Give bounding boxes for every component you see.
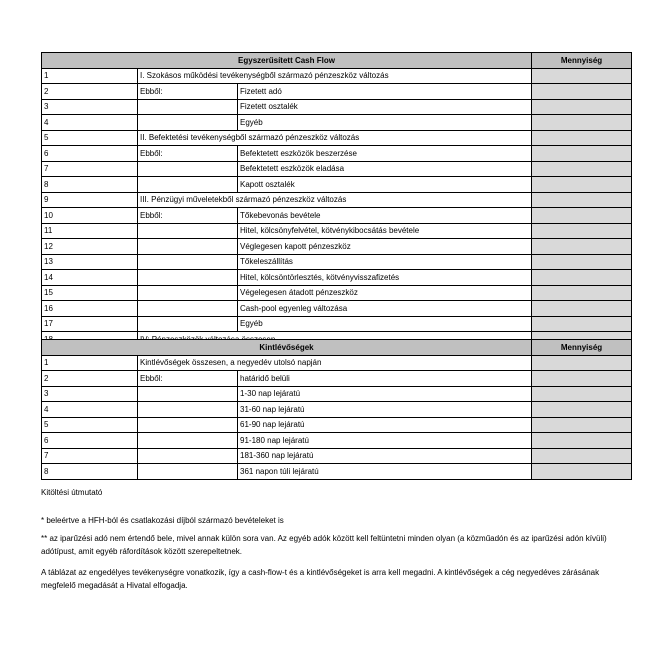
cashflow-row	[42, 223, 632, 239]
quantity-cell[interactable]	[532, 239, 632, 255]
quantity-cell[interactable]	[532, 161, 632, 177]
row-label: II. Befektetési tevékenységből származó pénzeszköz változás	[138, 130, 532, 146]
row-number: 8	[42, 177, 138, 193]
row-group-label	[138, 99, 238, 115]
quantity-cell[interactable]	[532, 417, 632, 433]
row-group-label	[138, 115, 238, 131]
row-number: 3	[42, 386, 138, 402]
cashflow-title: Egyszerűsített Cash Flow	[42, 53, 532, 69]
row-number: 15	[42, 285, 138, 301]
quantity-cell[interactable]	[532, 270, 632, 286]
cashflow-row	[42, 115, 632, 131]
row-group-label	[138, 417, 238, 433]
row-group-label	[138, 448, 238, 464]
row-item-label: 361 napon túli lejáratú	[238, 464, 532, 480]
row-number: 2	[42, 371, 138, 387]
receivables-row	[42, 386, 632, 402]
row-group-label	[138, 177, 238, 193]
row-number: 11	[42, 223, 138, 239]
cashflow-header-row	[42, 53, 632, 69]
row-group-label: Ebből:	[138, 208, 238, 224]
cashflow-row	[42, 161, 632, 177]
row-group-label: Ebből:	[138, 146, 238, 162]
row-item-label: Cash-pool egyenleg változása	[238, 301, 532, 317]
row-group-label	[138, 223, 238, 239]
row-item-label: Tőkeleszállítás	[238, 254, 532, 270]
quantity-cell[interactable]	[532, 285, 632, 301]
quantity-cell[interactable]	[532, 371, 632, 387]
row-group-label	[138, 270, 238, 286]
row-item-label: Tőkebevonás bevétele	[238, 208, 532, 224]
row-item-label: Egyéb	[238, 115, 532, 131]
quantity-cell[interactable]	[532, 402, 632, 418]
quantity-cell[interactable]	[532, 464, 632, 480]
row-number: 5	[42, 130, 138, 146]
row-label: Kintlévőségek összesen, a negyedév utolsó napján	[138, 355, 532, 371]
row-label: I. Szokásos működési tevékenységből származó pénzeszköz változás	[138, 68, 532, 84]
row-item-label: 31-60 nap lejáratú	[238, 402, 532, 418]
row-item-label: Fizetett adó	[238, 84, 532, 100]
row-group-label	[138, 433, 238, 449]
receivables-row	[42, 417, 632, 433]
receivables-row	[42, 355, 632, 371]
row-item-label: határidő belüli	[238, 371, 532, 387]
row-number: 3	[42, 99, 138, 115]
row-group-label	[138, 316, 238, 332]
row-group-label	[138, 386, 238, 402]
row-number: 5	[42, 417, 138, 433]
cashflow-body	[42, 68, 632, 347]
quantity-cell[interactable]	[532, 208, 632, 224]
quantity-cell[interactable]	[532, 448, 632, 464]
cashflow-row	[42, 68, 632, 84]
row-number: 1	[42, 68, 138, 84]
row-number: 17	[42, 316, 138, 332]
quantity-cell[interactable]	[532, 146, 632, 162]
row-group-label	[138, 161, 238, 177]
quantity-cell[interactable]	[532, 223, 632, 239]
row-item-label: Hitel, kölcsöntörlesztés, kötvényvisszafizetés	[238, 270, 532, 286]
row-group-label: Ebből:	[138, 84, 238, 100]
note-3: A táblázat az engedélyes tevékenységre vonatkozik, így a cash-flow-t és a kintlévőségeket is arra kell megadni. A kintlévőségek a cég negyedéves zárásának megfelelő megadását a Hivatal elfogadja.	[41, 568, 600, 590]
row-number: 13	[42, 254, 138, 270]
row-item-label: Egyéb	[238, 316, 532, 332]
row-item-label: Fizetett osztalék	[238, 99, 532, 115]
row-number: 1	[42, 355, 138, 371]
row-item-label: 1-30 nap lejáratú	[238, 386, 532, 402]
row-number: 9	[42, 192, 138, 208]
receivables-row	[42, 371, 632, 387]
row-item-label: 61-90 nap lejáratú	[238, 417, 532, 433]
row-group-label	[138, 402, 238, 418]
notes-title: Kitöltési útmutató	[41, 488, 103, 497]
quantity-cell[interactable]	[532, 99, 632, 115]
quantity-cell[interactable]	[532, 84, 632, 100]
row-number: 6	[42, 146, 138, 162]
receivables-row	[42, 402, 632, 418]
cashflow-table	[41, 52, 632, 348]
row-item-label: Végelegesen átadott pénzeszköz	[238, 285, 532, 301]
cashflow-row	[42, 285, 632, 301]
cashflow-row	[42, 301, 632, 317]
row-number: 7	[42, 448, 138, 464]
row-item-label: Hitel, kölcsönyfelvétel, kötvénykibocsátás bevétele	[238, 223, 532, 239]
cashflow-row	[42, 177, 632, 193]
quantity-cell[interactable]	[532, 386, 632, 402]
quantity-cell[interactable]	[532, 130, 632, 146]
receivables-row	[42, 464, 632, 480]
note-1: * beleértve a HFH-ból és csatlakozási díjból származó bevételeket is	[41, 516, 284, 525]
cashflow-row	[42, 208, 632, 224]
receivables-title: Kintlévőségek	[42, 340, 532, 356]
row-group-label	[138, 464, 238, 480]
row-item-label: Befektetett eszközök beszerzése	[238, 146, 532, 162]
cashflow-row	[42, 84, 632, 100]
row-number: 2	[42, 84, 138, 100]
row-item-label: 181-360 nap lejáratú	[238, 448, 532, 464]
receivables-row	[42, 448, 632, 464]
receivables-header-row	[42, 340, 632, 356]
receivables-qty-header: Mennyiség	[532, 340, 632, 356]
row-number: 6	[42, 433, 138, 449]
cashflow-row	[42, 146, 632, 162]
row-number: 14	[42, 270, 138, 286]
cashflow-row	[42, 254, 632, 270]
row-number: 10	[42, 208, 138, 224]
quantity-cell[interactable]	[532, 192, 632, 208]
row-group-label	[138, 285, 238, 301]
quantity-cell[interactable]	[532, 433, 632, 449]
row-group-label	[138, 301, 238, 317]
receivables-row	[42, 433, 632, 449]
cashflow-row	[42, 316, 632, 332]
row-item-label: Befektetett eszközök eladása	[238, 161, 532, 177]
cashflow-qty-header: Mennyiség	[532, 53, 632, 69]
note-2: ** az iparűzési adó nem értendő bele, mivel annak külön sora van. Az egyéb adók között kell feltüntetni minden olyan (a közműadón és az iparűzési adón kívüli) adótípust, amit egyéb ráfordítások között szerepeltetnek.	[41, 534, 607, 556]
row-number: 16	[42, 301, 138, 317]
cashflow-row	[42, 99, 632, 115]
quantity-cell[interactable]	[532, 115, 632, 131]
row-number: 7	[42, 161, 138, 177]
cashflow-row	[42, 270, 632, 286]
row-number: 4	[42, 115, 138, 131]
quantity-cell[interactable]	[532, 254, 632, 270]
row-item-label: Kapott osztalék	[238, 177, 532, 193]
quantity-cell[interactable]	[532, 316, 632, 332]
receivables-table	[41, 339, 632, 480]
row-number: 8	[42, 464, 138, 480]
cashflow-row	[42, 130, 632, 146]
quantity-cell[interactable]	[532, 68, 632, 84]
quantity-cell[interactable]	[532, 177, 632, 193]
row-item-label: 91-180 nap lejáratú	[238, 433, 532, 449]
row-group-label	[138, 254, 238, 270]
cashflow-row	[42, 192, 632, 208]
row-item-label: Véglegesen kapott pénzeszköz	[238, 239, 532, 255]
row-number: 4	[42, 402, 138, 418]
row-group-label	[138, 239, 238, 255]
row-number: 12	[42, 239, 138, 255]
cashflow-row	[42, 239, 632, 255]
quantity-cell[interactable]	[532, 355, 632, 371]
row-label: III. Pénzügyi műveletekből származó pénzeszköz változás	[138, 192, 532, 208]
row-group-label: Ebből:	[138, 371, 238, 387]
receivables-body	[42, 355, 632, 479]
quantity-cell[interactable]	[532, 301, 632, 317]
